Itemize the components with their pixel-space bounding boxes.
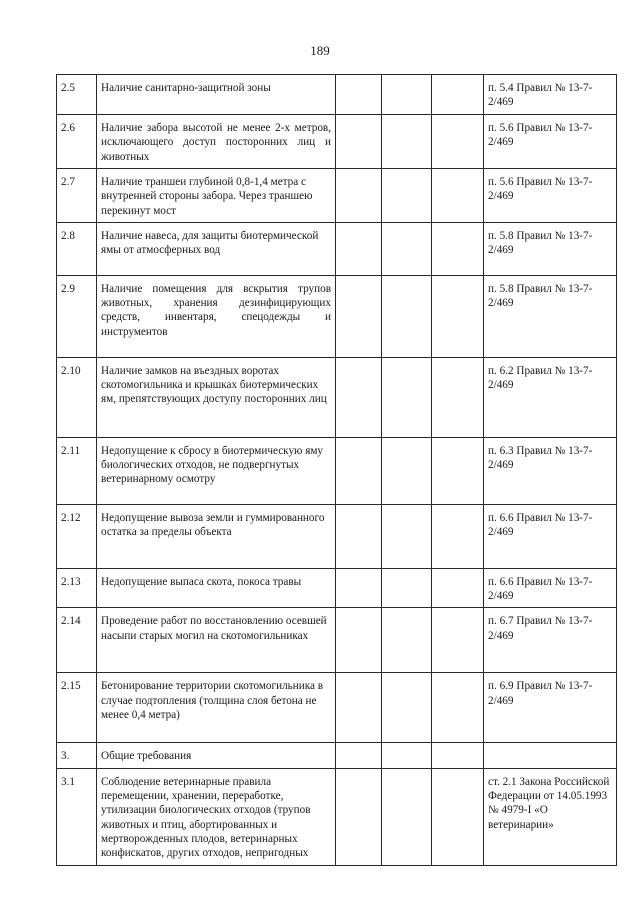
answer-cell-na	[432, 608, 484, 673]
legal-reference: п. 5.8 Правил № 13-7-2/469	[484, 222, 617, 275]
answer-cell-na	[432, 437, 484, 504]
requirement-text: Наличие помещения для вскрытия трупов животных, хранения дезинфицирующих средств, инвентаря, спецодежды и инструментов	[97, 275, 336, 357]
answer-cell-na	[432, 768, 484, 865]
row-number: 2.8	[57, 222, 97, 275]
answer-cell-na	[432, 568, 484, 608]
page-number: 189	[310, 43, 330, 58]
legal-reference: п. 5.8 Правил № 13-7-2/469	[484, 275, 617, 357]
row-number: 2.12	[57, 504, 97, 568]
answer-cell-na	[432, 222, 484, 275]
answer-cell-yes	[336, 768, 382, 865]
requirement-text: Недопущение вывоза земли и гуммированного остатка за пределы объекта	[97, 504, 336, 568]
answer-cell-na	[432, 743, 484, 768]
table-row	[57, 504, 617, 568]
answer-cell-yes	[336, 437, 382, 504]
answer-cell-yes	[336, 673, 382, 743]
table-row	[57, 357, 617, 437]
answer-cell-no	[382, 222, 432, 275]
answer-cell-no	[382, 568, 432, 608]
requirement-text: Проведение работ по восстановлению осевшей насыпи старых могил на скотомогильниках	[97, 608, 336, 673]
answer-cell-yes	[336, 115, 382, 169]
row-number: 2.7	[57, 169, 97, 223]
requirement-text: Наличие забора высотой не менее 2-х метров, исключающего доступ посторонних лиц и животных	[97, 115, 336, 169]
answer-cell-yes	[336, 275, 382, 357]
requirement-text: Наличие траншеи глубиной 0,8-1,4 метра с внутренней стороны забора. Через траншею перекинут мост	[97, 169, 336, 223]
answer-cell-no	[382, 275, 432, 357]
answer-cell-yes	[336, 357, 382, 437]
row-number: 2.11	[57, 437, 97, 504]
legal-reference: п. 6.3 Правил № 13-7-2/469	[484, 437, 617, 504]
legal-reference: п. 5.4 Правил № 13-7-2/469	[484, 75, 617, 115]
table-row	[57, 768, 617, 865]
requirement-text: Бетонирование территории скотомогильника в случае подтопления (толщина слоя бетона не менее 0,4 метра)	[97, 673, 336, 743]
row-number: 2.9	[57, 275, 97, 357]
legal-reference: ст. 2.1 Закона Российской Федерации от 14.05.1993 № 4979-I «О ветеринарии»	[484, 768, 617, 865]
table-row	[57, 673, 617, 743]
requirement-text: Соблюдение ветеринарные правила перемещении, хранении, переработке, утилизации биологических отходов (трупов животных и птиц, абортированных и мертворожденных плодов, ветеринарных конфискатов, других отходов, непригодных	[97, 768, 336, 865]
answer-cell-na	[432, 504, 484, 568]
answer-cell-na	[432, 673, 484, 743]
answer-cell-na	[432, 275, 484, 357]
row-number: 2.15	[57, 673, 97, 743]
requirement-text: Наличие санитарно-защитной зоны	[97, 75, 336, 115]
answer-cell-na	[432, 357, 484, 437]
table-row	[57, 169, 617, 223]
table-row	[57, 568, 617, 608]
section-number: 3.	[57, 743, 97, 768]
requirement-text: Наличие замков на въездных воротах скотомогильника и крышках биотермических ям, препятствующих доступу посторонних лиц	[97, 357, 336, 437]
answer-cell-no	[382, 768, 432, 865]
legal-reference	[484, 743, 617, 768]
table-row	[57, 275, 617, 357]
answer-cell-na	[432, 75, 484, 115]
requirement-text: Недопущение к сбросу в биотермическую яму биологических отходов, не подвергнутых ветеринарному осмотру	[97, 437, 336, 504]
row-number: 2.14	[57, 608, 97, 673]
requirement-text: Наличие навеса, для защиты биотермической ямы от атмосферных вод	[97, 222, 336, 275]
answer-cell-no	[382, 504, 432, 568]
answer-cell-yes	[336, 75, 382, 115]
answer-cell-yes	[336, 169, 382, 223]
requirement-text: Недопущение выпаса скота, покоса травы	[97, 568, 336, 608]
answer-cell-no	[382, 437, 432, 504]
answer-cell-na	[432, 169, 484, 223]
answer-cell-no	[382, 743, 432, 768]
table-row	[57, 437, 617, 504]
answer-cell-yes	[336, 222, 382, 275]
answer-cell-no	[382, 357, 432, 437]
table-row	[57, 608, 617, 673]
legal-reference: п. 6.9 Правил № 13-7-2/469	[484, 673, 617, 743]
answer-cell-na	[432, 115, 484, 169]
answer-cell-no	[382, 673, 432, 743]
row-number: 2.5	[57, 75, 97, 115]
legal-reference: п. 6.6 Правил № 13-7-2/469	[484, 568, 617, 608]
table-row-section-header	[57, 743, 617, 768]
requirements-table	[56, 74, 617, 866]
answer-cell-no	[382, 115, 432, 169]
table-row	[57, 75, 617, 115]
legal-reference: п. 5.6 Правил № 13-7-2/469	[484, 169, 617, 223]
answer-cell-no	[382, 169, 432, 223]
legal-reference: п. 6.2 Правил № 13-7-2/469	[484, 357, 617, 437]
table-row	[57, 115, 617, 169]
row-number: 2.13	[57, 568, 97, 608]
row-number: 3.1	[57, 768, 97, 865]
section-title: Общие требования	[97, 743, 336, 768]
legal-reference: п. 6.6 Правил № 13-7-2/469	[484, 504, 617, 568]
answer-cell-no	[382, 608, 432, 673]
answer-cell-yes	[336, 568, 382, 608]
legal-reference: п. 6.7 Правил № 13-7-2/469	[484, 608, 617, 673]
row-number: 2.6	[57, 115, 97, 169]
answer-cell-yes	[336, 743, 382, 768]
answer-cell-no	[382, 75, 432, 115]
answer-cell-yes	[336, 504, 382, 568]
row-number: 2.10	[57, 357, 97, 437]
table-row	[57, 222, 617, 275]
answer-cell-yes	[336, 608, 382, 673]
legal-reference: п. 5.6 Правил № 13-7-2/469	[484, 115, 617, 169]
